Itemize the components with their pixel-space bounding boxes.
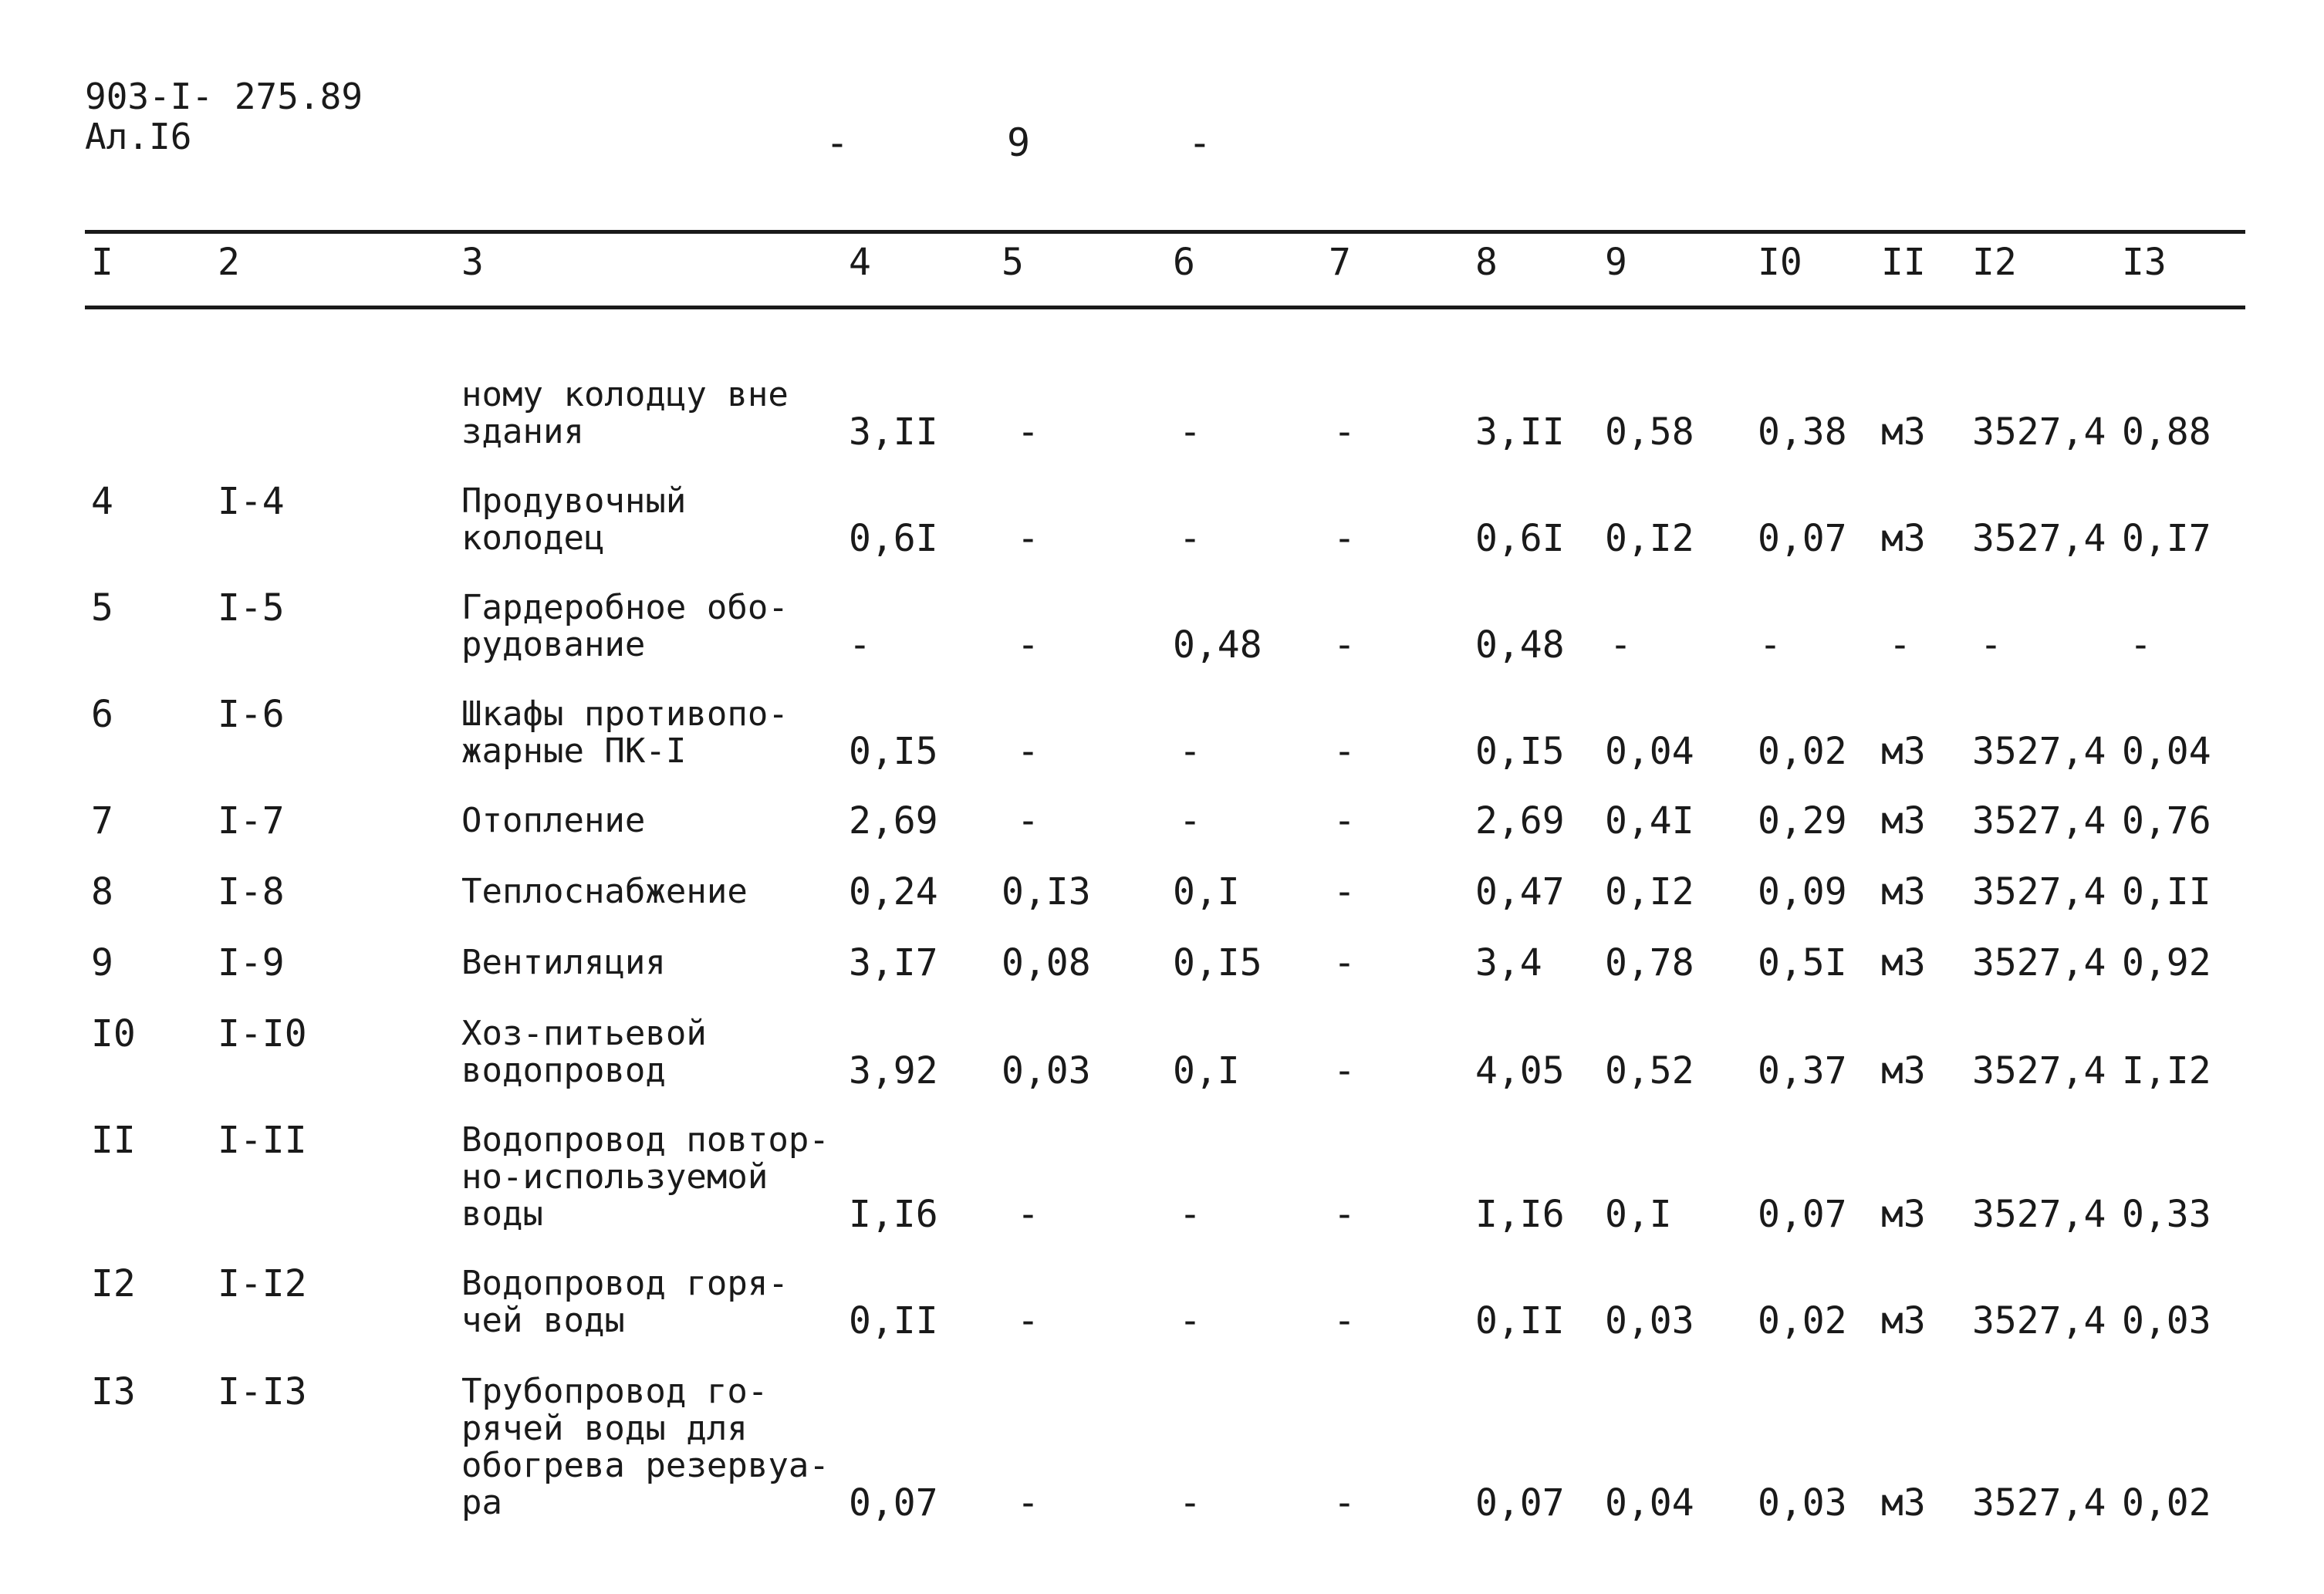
row-number: 8 (91, 870, 113, 914)
page-dash-left: - (826, 120, 850, 165)
cell-col-12: 3527,4 (1972, 870, 2106, 914)
column-header-8: 8 (1475, 241, 1498, 284)
page-number (826, 120, 1211, 165)
cell-col-11: м3 (1881, 1481, 1926, 1525)
cell-col-9: 0,58 (1605, 410, 1694, 454)
item-name: Хоз-питьевой водопровод (461, 1014, 707, 1090)
cell-col-10: 0,09 (1758, 870, 1847, 914)
cell-col-8: 2,69 (1475, 799, 1565, 843)
cell-col-9: 0,03 (1605, 1299, 1694, 1342)
item-code: I-9 (218, 941, 285, 984)
cell-col-11: м3 (1881, 941, 1926, 984)
column-header-9: 9 (1605, 241, 1627, 284)
cell-col-5: - (1017, 623, 1039, 667)
cell-col-9: 0,I2 (1605, 517, 1694, 560)
page-dash-right: - (1187, 120, 1211, 165)
cell-col-4: 0,II (849, 1299, 938, 1342)
cell-col-8: 4,05 (1475, 1049, 1565, 1092)
cell-col-10: 0,38 (1758, 410, 1847, 454)
cell-col-8: 0,47 (1475, 870, 1565, 914)
table-header-rule (85, 306, 2245, 309)
cell-col-9: 0,I (1605, 1193, 1672, 1236)
item-code: I-6 (218, 693, 285, 736)
cell-col-6: 0,I (1173, 870, 1240, 914)
cell-col-13: 0,76 (2122, 799, 2211, 843)
cell-col-13: 0,88 (2122, 410, 2211, 454)
row-number: II (91, 1119, 136, 1162)
cell-col-8: 0,07 (1475, 1481, 1565, 1525)
cell-col-10: - (1759, 623, 1782, 667)
page-number-value: 9 (1006, 120, 1031, 165)
item-name: Водопровод повтор- но-используемой воды (461, 1120, 829, 1234)
cell-col-9: 0,04 (1605, 730, 1694, 773)
item-code: I-I2 (218, 1262, 307, 1305)
cell-col-12: 3527,4 (1972, 1193, 2106, 1236)
item-name: Трубопровод го- рячей воды для обогрева резервуа- ра (461, 1372, 829, 1522)
cell-col-5: - (1017, 730, 1039, 773)
cell-col-12: 3527,4 (1972, 410, 2106, 454)
cell-col-11: м3 (1881, 1193, 1926, 1236)
cell-col-10: 0,07 (1758, 1193, 1847, 1236)
cell-col-10: 0,03 (1758, 1481, 1847, 1525)
cell-col-7: - (1333, 517, 1356, 560)
row-number: 6 (91, 693, 113, 736)
item-code: I-7 (218, 799, 285, 843)
cell-col-6: - (1179, 730, 1201, 773)
cell-col-12: 3527,4 (1972, 941, 2106, 984)
cell-col-8: 0,I5 (1475, 730, 1565, 773)
cell-col-7: - (1333, 941, 1356, 984)
row-number: 4 (91, 480, 113, 523)
cell-col-13: 0,04 (2122, 730, 2211, 773)
column-header-10: I0 (1758, 241, 1802, 284)
row-number: I0 (91, 1012, 136, 1055)
table-top-rule (85, 230, 2245, 234)
cell-col-9: 0,78 (1605, 941, 1694, 984)
cell-col-6: - (1179, 1299, 1201, 1342)
cell-col-7: - (1333, 1049, 1356, 1092)
item-name: Теплоснабжение (461, 872, 748, 911)
cell-col-13: 0,33 (2122, 1193, 2211, 1236)
cell-col-10: 0,5I (1758, 941, 1847, 984)
cell-col-13: 0,92 (2122, 941, 2211, 984)
cell-col-4: 0,I5 (849, 730, 938, 773)
row-number: I3 (91, 1370, 136, 1413)
column-header-6: 6 (1173, 241, 1195, 284)
column-header-4: 4 (849, 241, 871, 284)
cell-col-13: I,I2 (2122, 1049, 2211, 1092)
cell-col-12: 3527,4 (1972, 1049, 2106, 1092)
cell-col-10: 0,07 (1758, 517, 1847, 560)
cell-col-8: 3,4 (1475, 941, 1542, 984)
item-name: Вентиляция (461, 943, 666, 982)
cell-col-5: - (1017, 1193, 1039, 1236)
cell-col-7: - (1333, 1481, 1356, 1525)
cell-col-11: - (1889, 623, 1911, 667)
cell-col-7: - (1333, 1193, 1356, 1236)
row-number: 9 (91, 941, 113, 984)
column-header-3: 3 (461, 241, 484, 284)
cell-col-6: - (1179, 410, 1201, 454)
cell-col-4: I,I6 (849, 1193, 938, 1236)
item-name: Водопровод горя- чей воды (461, 1264, 789, 1340)
cell-col-4: - (849, 623, 871, 667)
cell-col-7: - (1333, 870, 1356, 914)
column-header-11: II (1881, 241, 1926, 284)
cell-col-11: м3 (1881, 1049, 1926, 1092)
cell-col-6: - (1179, 1193, 1201, 1236)
cell-col-5: - (1017, 1299, 1039, 1342)
cell-col-12: 3527,4 (1972, 517, 2106, 560)
cell-col-7: - (1333, 1299, 1356, 1342)
cell-col-12: 3527,4 (1972, 799, 2106, 843)
row-number: 7 (91, 799, 113, 843)
column-header-7: 7 (1329, 241, 1351, 284)
cell-col-6: 0,48 (1173, 623, 1262, 667)
item-name: Гардеробное обо- рудование (461, 588, 789, 664)
item-name: Шкафы противопо- жарные ПК-I (461, 694, 789, 771)
cell-col-5: 0,08 (1002, 941, 1091, 984)
cell-col-6: 0,I5 (1173, 941, 1262, 984)
cell-col-4: 3,92 (849, 1049, 938, 1092)
cell-col-6: - (1179, 1481, 1201, 1525)
item-code: I-8 (218, 870, 285, 914)
cell-col-5: - (1017, 799, 1039, 843)
row-number: 5 (91, 586, 113, 630)
cell-col-13: 0,II (2122, 870, 2211, 914)
cell-col-7: - (1333, 410, 1356, 454)
cell-col-11: м3 (1881, 1299, 1926, 1342)
cell-col-4: 0,07 (849, 1481, 938, 1525)
column-header-13: I3 (2122, 241, 2167, 284)
cell-col-10: 0,37 (1758, 1049, 1847, 1092)
cell-col-13: 0,02 (2122, 1481, 2211, 1525)
cell-col-12: - (1980, 623, 2002, 667)
item-code: I-5 (218, 586, 285, 630)
item-name: ному колодцу вне здания (461, 375, 789, 451)
item-code: I-II (218, 1119, 307, 1162)
cell-col-5: 0,I3 (1002, 870, 1091, 914)
column-header-5: 5 (1002, 241, 1024, 284)
item-name: Отопление (461, 801, 646, 840)
cell-col-5: - (1017, 1481, 1039, 1525)
cell-col-6: - (1179, 799, 1201, 843)
cell-col-8: 0,6I (1475, 517, 1565, 560)
cell-col-8: 0,II (1475, 1299, 1565, 1342)
cell-col-8: 3,II (1475, 410, 1565, 454)
cell-col-13: 0,03 (2122, 1299, 2211, 1342)
item-code: I-I3 (218, 1370, 307, 1413)
cell-col-4: 2,69 (849, 799, 938, 843)
cell-col-9: 0,4I (1605, 799, 1694, 843)
cell-col-4: 3,I7 (849, 941, 938, 984)
cell-col-9: - (1610, 623, 1632, 667)
cell-col-10: 0,02 (1758, 730, 1847, 773)
item-name: Продувочный колодец (461, 481, 687, 558)
cell-col-12: 3527,4 (1972, 730, 2106, 773)
cell-col-10: 0,02 (1758, 1299, 1847, 1342)
cell-col-10: 0,29 (1758, 799, 1847, 843)
cell-col-9: 0,I2 (1605, 870, 1694, 914)
column-header-1: I (91, 241, 113, 284)
cell-col-13: 0,I7 (2122, 517, 2211, 560)
cell-col-7: - (1333, 730, 1356, 773)
cell-col-12: 3527,4 (1972, 1299, 2106, 1342)
cell-col-6: 0,I (1173, 1049, 1240, 1092)
cell-col-7: - (1333, 623, 1356, 667)
cell-col-8: I,I6 (1475, 1193, 1565, 1236)
cell-col-11: м3 (1881, 870, 1926, 914)
cell-col-11: м3 (1881, 730, 1926, 773)
cell-col-12: 3527,4 (1972, 1481, 2106, 1525)
document-code: 903-I- 275.89 (85, 76, 363, 117)
cell-col-8: 0,48 (1475, 623, 1565, 667)
cell-col-9: 0,04 (1605, 1481, 1694, 1525)
cell-col-4: 3,II (849, 410, 938, 454)
sheet-number: Ал.I6 (85, 116, 192, 157)
cell-col-5: - (1017, 410, 1039, 454)
cell-col-6: - (1179, 517, 1201, 560)
column-header-2: 2 (218, 241, 240, 284)
item-code: I-4 (218, 480, 285, 523)
cell-col-11: м3 (1881, 517, 1926, 560)
cell-col-4: 0,24 (849, 870, 938, 914)
cell-col-4: 0,6I (849, 517, 938, 560)
item-code: I-I0 (218, 1012, 307, 1055)
cell-col-11: м3 (1881, 410, 1926, 454)
cell-col-5: - (1017, 517, 1039, 560)
cell-col-11: м3 (1881, 799, 1926, 843)
column-header-12: I2 (1972, 241, 2017, 284)
row-number: I2 (91, 1262, 136, 1305)
cell-col-7: - (1333, 799, 1356, 843)
cell-col-9: 0,52 (1605, 1049, 1694, 1092)
cell-col-5: 0,03 (1002, 1049, 1091, 1092)
cell-col-13: - (2130, 623, 2152, 667)
